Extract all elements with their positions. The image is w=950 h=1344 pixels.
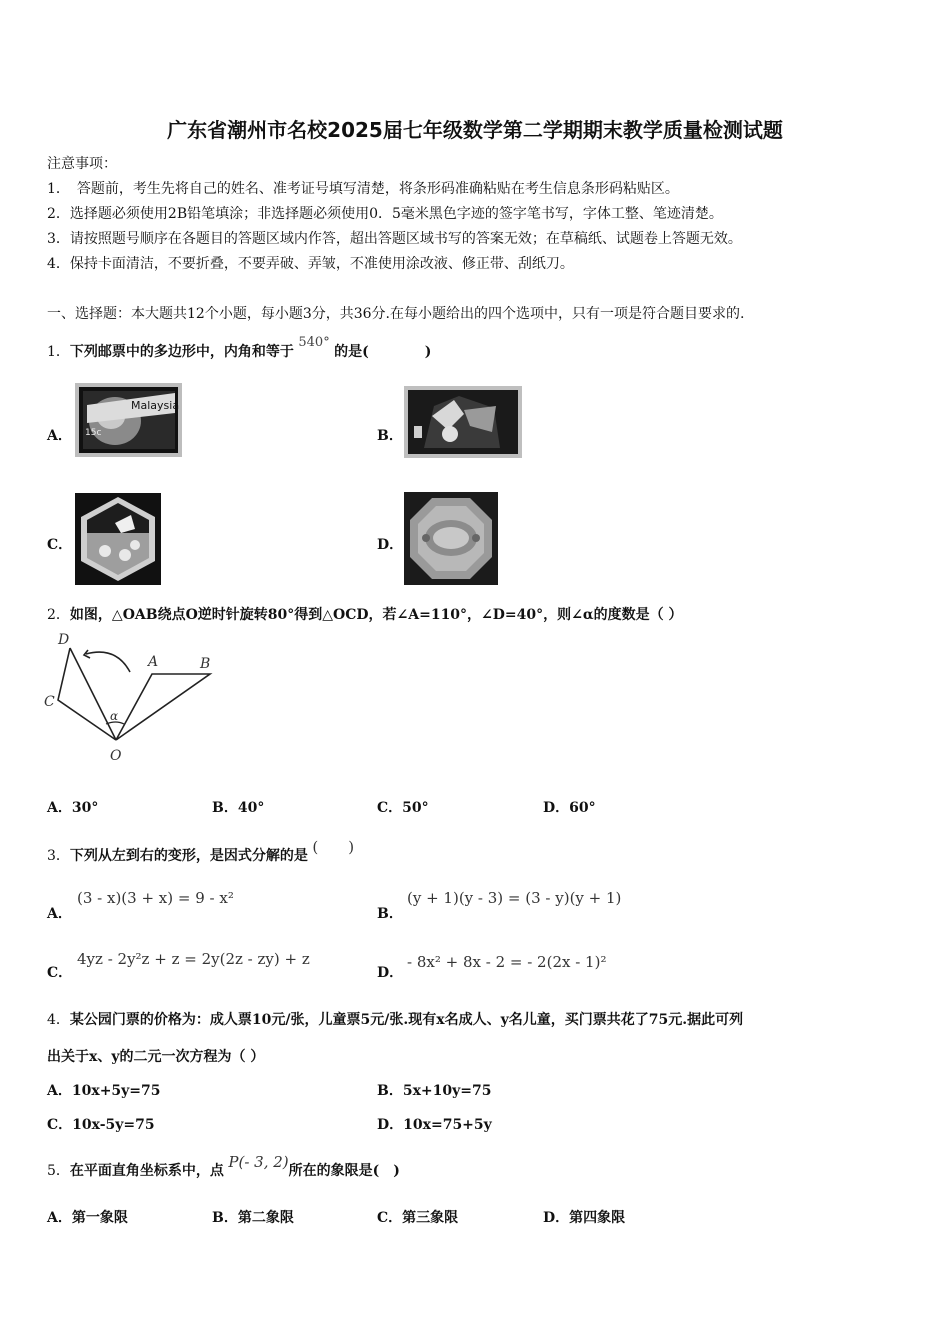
q2-option-a: A．30° — [47, 800, 99, 816]
q2-figure — [40, 628, 220, 768]
q3-number: 3． — [47, 848, 70, 864]
q4-text-line-1: 某公园门票的价格为：成人票10元/张，儿童票5元/张.现有x名成人、y名儿童，买门票共花了75元.据此可列 — [69, 1012, 744, 1028]
rotation-arrow — [86, 652, 130, 672]
q1-math: 540° — [298, 335, 330, 350]
q1-option-a-label: A． — [47, 428, 72, 444]
stamp-image-b — [404, 386, 522, 458]
notice-item-4: 4．保持卡面清洁，不要折叠，不要弄破、弄皱，不准使用涂改液、修正带、刮纸刀。 — [47, 256, 574, 272]
label-alpha: α — [110, 709, 119, 723]
q5-text-a: 在平面直角坐标系中，点 — [69, 1163, 224, 1179]
q5-option-b: B．第二象限 — [212, 1210, 294, 1226]
q3-paren: ( ) — [312, 838, 355, 856]
triangle-ocd — [58, 648, 119, 740]
q4-option-b: B．5x+10y=75 — [377, 1083, 492, 1099]
q3-option-a-expr: (3 - x)(3 + x) = 9 - x² — [77, 889, 234, 907]
q1-text-a: 下列邮票中的多边形中，内角和等于 — [69, 344, 294, 360]
q1-text-b: 的是( ) — [334, 344, 432, 360]
label-b: B — [200, 656, 211, 672]
stamp-image-d — [404, 492, 498, 585]
q2-number: 2． — [47, 607, 70, 623]
q5-number: 5． — [47, 1163, 70, 1179]
q1-option-d-label: D． — [377, 537, 404, 553]
section-heading: 一、选择题：本大题共12个小题，每小题3分，共36分.在每小题给出的四个选项中，只有一项是符合题目要求的. — [47, 306, 745, 322]
q1-option-c-label: C． — [47, 537, 73, 553]
q5-option-a: A．第一象限 — [47, 1210, 128, 1226]
q3-option-d-expr: - 8x² + 8x - 2 = - 2(2x - 1)² — [407, 953, 607, 971]
q3-option-c-label: C． — [47, 965, 73, 981]
q1-stem — [47, 335, 432, 361]
q4-option-d: D．10x=75+5y — [377, 1117, 492, 1133]
q1-option-b-label: B． — [377, 428, 403, 444]
q2-option-c: C．50° — [377, 800, 429, 816]
q1-number: 1． — [47, 344, 70, 360]
q4-number: 4． — [47, 1012, 70, 1028]
q4-option-c: C．10x-5y=75 — [47, 1117, 155, 1133]
q5-math: P(- 3, 2) — [228, 1153, 289, 1171]
q3-option-c-expr: 4yz - 2y²z + z = 2y(2z - zy) + z — [77, 950, 310, 968]
label-a: A — [148, 654, 159, 670]
q5-option-d: D．第四象限 — [543, 1210, 626, 1226]
q4-line-1 — [47, 1009, 743, 1029]
q2-text: 如图，△OAB绕点O逆时针旋转80°得到△OCD，若∠A=110°，∠D=40°，则∠α的度数是（ ） — [69, 607, 683, 623]
stamp-image-a — [75, 383, 182, 457]
notice-item-2: 2．选择题必须使用2B铅笔填涂；非选择题必须使用0．5毫米黑色字迹的签字笔书写，字体工整、笔迹清楚。 — [47, 206, 723, 222]
triangle-oab — [116, 674, 210, 740]
q2-option-b: B．40° — [212, 800, 265, 816]
q5-option-c: C．第三象限 — [377, 1210, 459, 1226]
q2-stem — [47, 604, 683, 624]
label-o: O — [110, 748, 122, 764]
q3-option-b-expr: (y + 1)(y - 3) = (3 - y)(y + 1) — [407, 889, 622, 907]
stamp-a-country-text: Malaysia — [131, 399, 180, 412]
stamp-a-value-text: 15c — [85, 428, 102, 438]
q5-stem — [47, 1153, 400, 1180]
label-d: D — [58, 632, 70, 648]
notice-item-3: 3．请按照题号顺序在各题目的答题区域内作答，超出答题区域书写的答案无效；在草稿纸、试题卷上答题无效。 — [47, 231, 742, 247]
label-c: C — [44, 694, 55, 710]
q5-text-b: 所在的象限是( ) — [288, 1163, 400, 1179]
page-title: 广东省潮州市名校2025届七年级数学第二学期期末教学质量检测试题 — [167, 118, 783, 142]
q3-option-a-label: A． — [47, 906, 72, 922]
stamp-image-c — [75, 493, 161, 585]
q3-option-d-label: D． — [377, 965, 404, 981]
q3-stem — [47, 838, 355, 865]
q3-option-b-label: B． — [377, 906, 403, 922]
notice-heading: 注意事项： — [47, 156, 117, 172]
q2-option-d: D．60° — [543, 800, 596, 816]
notice-item-1: 1． 答题前，考生先将自己的姓名、准考证号填写清楚，将条形码准确粘贴在考生信息条形码粘贴区。 — [47, 181, 679, 197]
q4-line-2: 出关于x、y的二元一次方程为（ ） — [47, 1049, 265, 1065]
q4-option-a: A．10x+5y=75 — [47, 1083, 161, 1099]
q3-text: 下列从左到右的变形，是因式分解的是 — [69, 848, 308, 864]
